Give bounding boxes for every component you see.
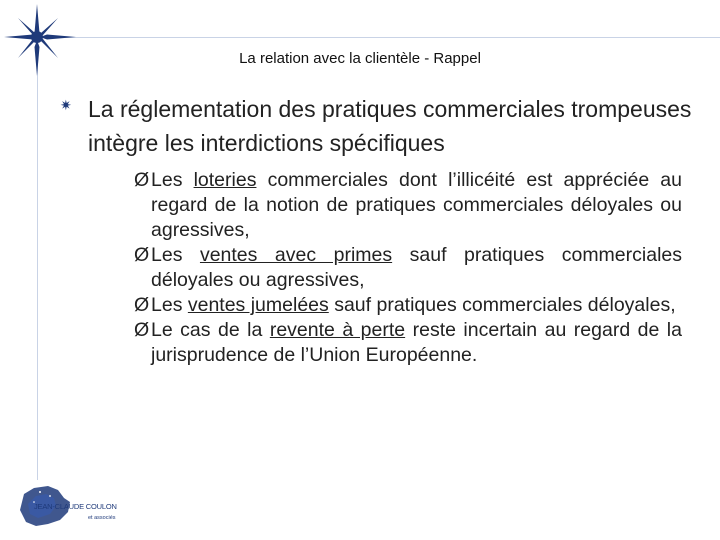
list-item: Ø Les loteries commerciales dont l’illicéité est appréciée au regard de la notion de pratiques commerciales déloyales ou agressives,: [134, 169, 682, 241]
arrow-bullet-icon: Ø: [134, 319, 150, 341]
arrow-bullet-icon: Ø: [134, 294, 150, 316]
list-item: Ø Le cas de la revente à perte reste incertain au regard de la jurisprudence de l’Union Européenne.: [134, 319, 682, 366]
slide-title: La relation avec la clientèle - Rappel: [239, 50, 481, 67]
star-icon: [0, 0, 80, 80]
logo-subtitle: et associés: [88, 515, 116, 521]
underlined-term: ventes avec primes: [199, 244, 393, 266]
underlined-term: revente à perte: [269, 319, 406, 341]
decorative-vertical-line: [37, 60, 38, 480]
list-item: Ø Les ventes avec primes sauf pratiques commerciales déloyales ou agressives,: [134, 244, 682, 291]
logo-name: JEAN-CLAUDE COULON: [34, 502, 117, 511]
underlined-term: loteries: [193, 169, 257, 191]
arrow-bullet-icon: Ø: [134, 244, 150, 266]
asterisk-bullet-icon: ✷: [60, 97, 72, 113]
arrow-bullet-icon: Ø: [134, 169, 150, 191]
main-bullet-text: La réglementation des pratiques commerciales trompeuses intègre les interdictions spécifiques: [88, 96, 692, 156]
list-item: Ø Les ventes jumelées sauf pratiques commerciales déloyales,: [134, 294, 676, 316]
decorative-horizontal-line: [60, 37, 720, 38]
bullet-list: [134, 168, 682, 368]
underlined-term: ventes jumelées: [187, 294, 329, 316]
